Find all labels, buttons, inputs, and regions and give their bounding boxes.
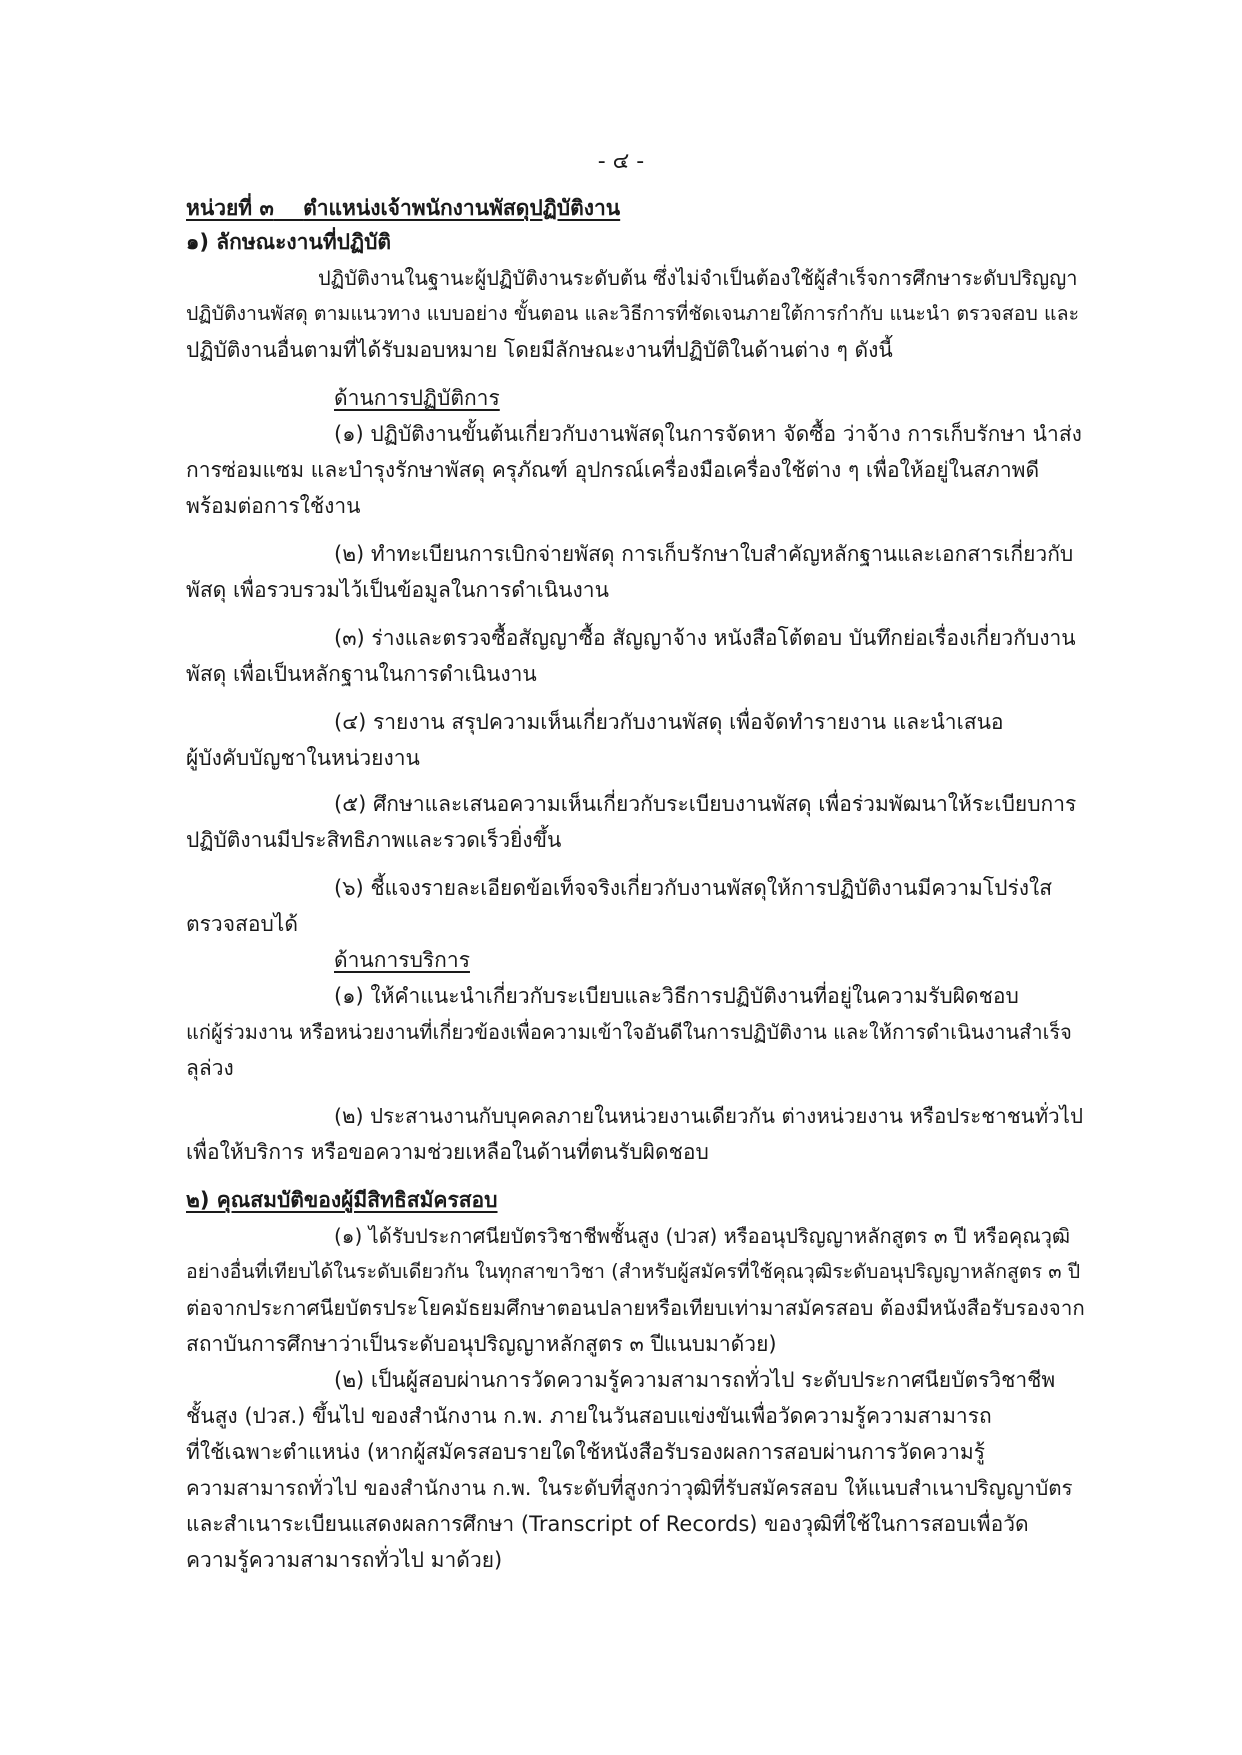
qualification-item-2: ความรู้ความสามารถทั่วไป มาด้วย) [186, 1548, 503, 1572]
intro-line: ปฏิบัติงานอื่นตามที่ได้รับมอบหมาย โดยมีลักษณะงานที่ปฏิบัติในด้านต่าง ๆ ดังนี้ [186, 338, 893, 362]
section2-heading: ๒) คุณสมบัติของผู้มีสิทธิสมัครสอบ [186, 1188, 498, 1212]
service-item-1: แก่ผู้ร่วมงาน หรือหน่วยงานที่เกี่ยวข้องเพื่อความเข้าใจอันดีในการปฏิบัติงาน และให้การดำเนินงานสำเร็จ [186, 1020, 1072, 1044]
operations-item-3: (๓) ร่างและตรวจซื้อสัญญาซื้อ สัญญาจ้าง หนังสือโต้ตอบ บันทึกย่อเรื่องเกี่ยวกับงาน [334, 626, 1076, 650]
operations-item-3: พัสดุ เพื่อเป็นหลักฐานในการดำเนินงาน [186, 662, 537, 686]
intro-line: ปฏิบัติงานในฐานะผู้ปฏิบัติงานระดับต้น ซึ่งไม่จำเป็นต้องใช้ผู้สำเร็จการศึกษาระดับปริญญา [318, 266, 1078, 290]
service-heading: ด้านการบริการ [334, 948, 470, 972]
qualification-item-1: อย่างอื่นที่เทียบได้ในระดับเดียวกัน ในทุกสาขาวิชา (สำหรับผู้สมัครที่ใช้คุณวุฒิระดับอนุปริญญาหลักสูตร ๓ ปี [186, 1260, 1081, 1283]
qualification-item-2: ชั้นสูง (ปวส.) ขึ้นไป ของสำนักงาน ก.พ. ภายในวันสอบแข่งขันเพื่อวัดความรู้ความสามารถ [186, 1404, 992, 1428]
operations-item-4: ผู้บังคับบัญชาในหน่วยงาน [186, 746, 420, 770]
operations-item-1: (๑) ปฏิบัติงานขั้นต้นเกี่ยวกับงานพัสดุในการจัดหา จัดซื้อ ว่าจ้าง การเก็บรักษา นำส่ง [334, 422, 1082, 446]
page-number: - ๔ - [597, 149, 645, 174]
service-item-1: (๑) ให้คำแนะนำเกี่ยวกับระเบียบและวิธีการปฏิบัติงานที่อยู่ในความรับผิดชอบ [334, 984, 1019, 1008]
unit-title: ตำแหน่งเจ้าพนักงานพัสดุปฏิบัติงาน [303, 196, 621, 220]
qualification-item-1: ต่อจากประกาศนียบัตรประโยคมัธยมศึกษาตอนปลายหรือเทียบเท่ามาสมัครสอบ ต้องมีหนังสือรับรองจาก [186, 1296, 1085, 1320]
operations-item-2: พัสดุ เพื่อรวบรวมไว้เป็นข้อมูลในการดำเนินงาน [186, 578, 609, 602]
operations-item-4: (๔) รายงาน สรุปความเห็นเกี่ยวกับงานพัสดุ เพื่อจัดทำรายงาน และนำเสนอ [334, 710, 1004, 734]
intro-line: ปฏิบัติงานพัสดุ ตามแนวทาง แบบอย่าง ขั้นตอน และวิธีการที่ชัดเจนภายใต้การกำกับ แนะนำ ตรวจสอบ และ [186, 302, 1080, 325]
operations-item-2: (๒) ทำทะเบียนการเบิกจ่ายพัสดุ การเก็บรักษาใบสำคัญหลักฐานและเอกสารเกี่ยวกับ [334, 542, 1074, 566]
unit-heading [186, 198, 620, 219]
unit-label: หน่วยที่ ๓ [186, 196, 274, 220]
operations-heading: ด้านการปฏิบัติการ [334, 386, 500, 410]
qualification-item-2: ที่ใช้เฉพาะตำแหน่ง (หากผู้สมัครสอบรายใดใช้หนังสือรับรองผลการสอบผ่านการวัดความรู้ [186, 1440, 985, 1464]
service-item-2: (๒) ประสานงานกับบุคคลภายในหน่วยงานเดียวกัน ต่างหน่วยงาน หรือประชาชนทั่วไป [334, 1104, 1083, 1128]
operations-item-6: ตรวจสอบได้ [186, 912, 298, 936]
operations-item-5: ปฏิบัติงานมีประสิทธิภาพและรวดเร็วยิ่งขึ้น [186, 828, 562, 852]
operations-item-5: (๕) ศึกษาและเสนอความเห็นเกี่ยวกับระเบียบงานพัสดุ เพื่อร่วมพัฒนาให้ระเบียบการ [334, 792, 1077, 816]
service-item-1: ลุล่วง [186, 1056, 234, 1080]
qualification-item-2: และสำเนาระเบียนแสดงผลการศึกษา (Transcript of Records) ของวุฒิที่ใช้ในการสอบเพื่อวัด [186, 1512, 1029, 1536]
qualification-item-2: ความสามารถทั่วไป ของสำนักงาน ก.พ. ในระดับที่สูงกว่าวุฒิที่รับสมัครสอบ ให้แนบสำเนาปริญญาบัตร [186, 1476, 1073, 1500]
qualification-item-2: (๒) เป็นผู้สอบผ่านการวัดความรู้ความสามารถทั่วไป ระดับประกาศนียบัตรวิชาชีพ [334, 1368, 1056, 1392]
operations-item-6: (๖) ชี้แจงรายละเอียดข้อเท็จจริงเกี่ยวกับงานพัสดุให้การปฏิบัติงานมีความโปร่งใส [334, 876, 1053, 900]
operations-item-1: พร้อมต่อการใช้งาน [186, 494, 361, 518]
service-item-2: เพื่อให้บริการ หรือขอความช่วยเหลือในด้านที่ตนรับผิดชอบ [186, 1140, 709, 1164]
operations-item-1: การซ่อมแซม และบำรุงรักษาพัสดุ ครุภัณฑ์ อุปกรณ์เครื่องมือเครื่องใช้ต่าง ๆ เพื่อให้อยู่ในสภาพดี [186, 458, 1040, 482]
qualification-item-1: สถาบันการศึกษาว่าเป็นระดับอนุปริญญาหลักสูตร ๓ ปีแนบมาด้วย) [186, 1332, 777, 1356]
section1-heading: ๑) ลักษณะงานที่ปฏิบัติ [186, 230, 392, 254]
qualification-item-1: (๑) ได้รับประกาศนียบัตรวิชาชีพชั้นสูง (ปวส) หรืออนุปริญญาหลักสูตร ๓ ปี หรือคุณวุฒิ [334, 1224, 1071, 1248]
